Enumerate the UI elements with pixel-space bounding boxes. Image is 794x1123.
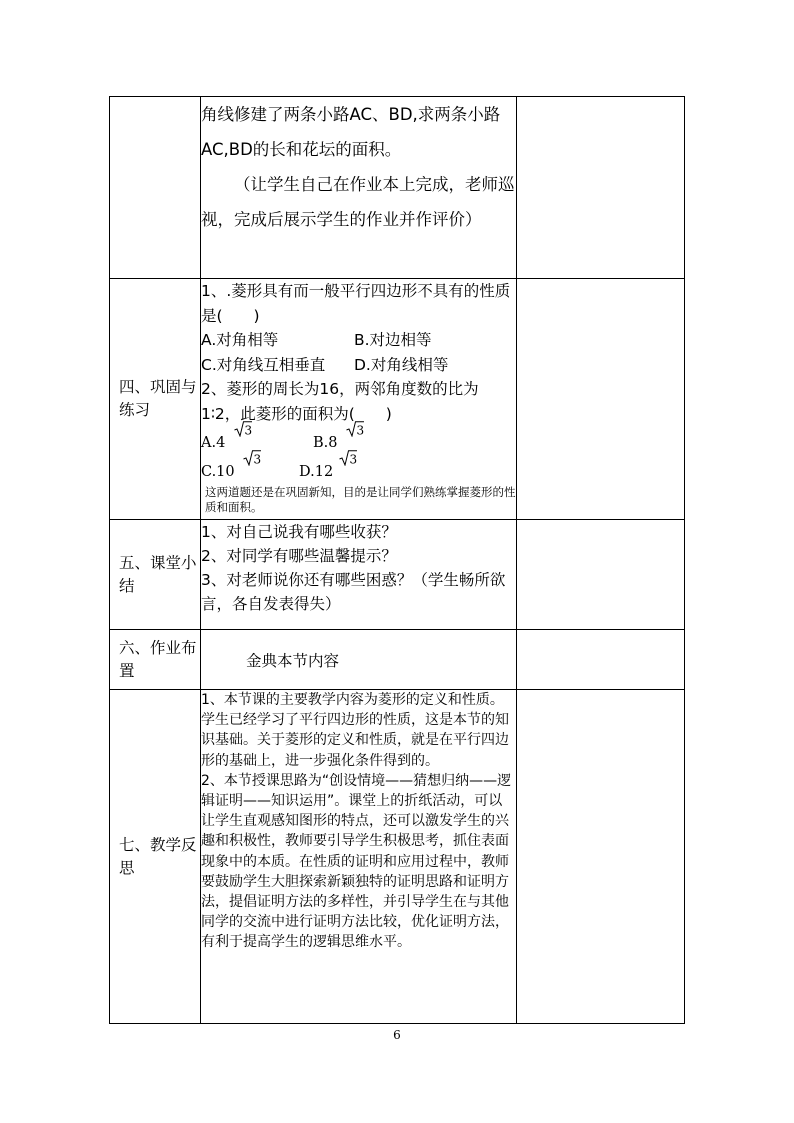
reflection-content bbox=[201, 690, 517, 1024]
notes-cell bbox=[517, 690, 685, 1024]
notes-cell bbox=[517, 279, 685, 520]
question-1-options-row-1 bbox=[201, 328, 516, 353]
question-1-options-row-2 bbox=[201, 353, 516, 378]
activity-instruction: （让学生自己在作业本上完成，老师巡视，完成后展示学生的作业并作评价） bbox=[201, 175, 515, 229]
svg-text:3: 3 bbox=[253, 452, 262, 466]
row-label-empty bbox=[110, 97, 201, 279]
problem-text: 角线修建了两条小路AC、BD,求两条小路AC,BD的长和花坛的面积。 bbox=[201, 105, 501, 159]
table-row-summary bbox=[110, 520, 685, 630]
question-2: 2、菱形的周长为16，两邻角度数的比为1∶2，此菱形的面积为( ) bbox=[201, 380, 479, 423]
table-row-continuation bbox=[110, 97, 685, 279]
sqrt3-radical-symbol bbox=[346, 421, 364, 437]
row-label-homework: 六、作业布置 bbox=[110, 630, 201, 690]
svg-text:3: 3 bbox=[356, 423, 365, 437]
sqrt3-radical-symbol bbox=[339, 450, 357, 466]
option-a-value: A.4 bbox=[201, 435, 226, 451]
summary-item: 1、对自己说我有哪些收获？ bbox=[201, 523, 397, 541]
notes-cell bbox=[517, 630, 685, 690]
sqrt3-radical-symbol bbox=[243, 450, 261, 466]
option-b: B.对边相等 bbox=[354, 331, 432, 349]
table-row-homework bbox=[110, 630, 685, 690]
summary-item: 3、对老师说你还有哪些困惑？（学生畅所欲言，各自发表得失） bbox=[201, 571, 506, 613]
question-1: 1、.菱形具有而一般平行四边形不具有的性质是( ) bbox=[201, 282, 511, 325]
notes-cell bbox=[517, 520, 685, 630]
practice-note: 这两道题还是在巩固新知，目的是让同学们熟练掌握菱形的性质和面积。 bbox=[205, 485, 516, 514]
practice-content bbox=[201, 279, 517, 520]
table-row-practice bbox=[110, 279, 685, 520]
option-d: D.对角线相等 bbox=[354, 355, 449, 374]
svg-text:3: 3 bbox=[349, 452, 357, 466]
option-a: A.对角相等 bbox=[201, 331, 279, 349]
notes-cell bbox=[517, 97, 685, 279]
table-row-reflection bbox=[110, 690, 685, 1024]
sqrt3-radical-symbol bbox=[234, 421, 252, 437]
reflection-paragraph: 1、本节课的主要教学内容为菱形的定义和性质。学生已经学习了平行四边形的性质，这是本节的知识基础。关于菱形的定义和性质，就是在平行四边形的基础上，进一步强化条件得到的。 bbox=[201, 692, 509, 769]
continuation-content bbox=[201, 97, 517, 279]
reflection-paragraph: 2、本节授课思路为“创设情境——猜想归纳——逻辑证明——知识运用”。课堂上的折纸活动，可以让学生直观感知图形的特点，还可以激发学生的兴趣和积极性，教师要引导学生积极思考，抓住表面现象中的本质。在性质的证明和应用过程中，教师要鼓励学生大胆探索新颖独特的证明思路和证明方法，提倡证明方法的多样性，并引导学生在与其他同学的交流中进行证明方法比较，优化证明方法，有利于提高学生的逻辑思维水平。 bbox=[201, 772, 512, 951]
row-label-summary: 五、课堂小结 bbox=[110, 520, 201, 630]
row-label-reflection: 七、教学反思 bbox=[110, 690, 201, 1024]
row-label-practice: 四、巩固与练习 bbox=[110, 279, 201, 520]
option-c-value: C.10 bbox=[201, 463, 235, 480]
option-c: C.对角线互相垂直 bbox=[201, 355, 326, 374]
option-b-value: B.8 bbox=[313, 435, 338, 451]
question-2-options-row-2 bbox=[201, 452, 516, 485]
option-d-value: D.12 bbox=[299, 463, 334, 480]
svg-text:3: 3 bbox=[244, 423, 252, 437]
lesson-plan-table bbox=[109, 96, 685, 1024]
homework-content: 金典本节内容 bbox=[201, 630, 517, 690]
page-number: 6 bbox=[393, 1028, 401, 1042]
summary-item: 2、对同学有哪些温馨提示？ bbox=[201, 547, 397, 565]
summary-content bbox=[201, 520, 517, 630]
